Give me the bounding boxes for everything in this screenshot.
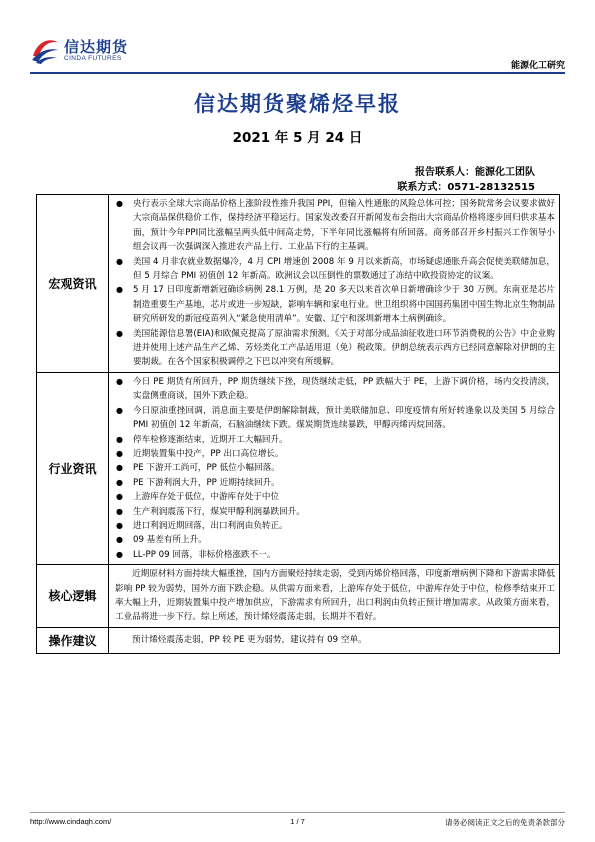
cinda-logo — [30, 34, 150, 68]
logo-text-cn: 信达期货 — [64, 38, 129, 56]
core-logic-text: 近期原材料方面持续大幅重挫，国内方面聚烃持续走弱，受到丙烯价格回落，印度新增病例下降和下游需求降低影响 PP 较为弱势，国外方面下跌企稳。从供需方面来看，上游库存处于低位，中游库存处于中位，检修季结束开工率大幅上升，近期装置集中投产增加供应，下游需求有所回升，出口利润由负转正预计增加需求。从政策方面来看，工业品将进一步下行。综上所述，预计烯烃震荡走弱，长期并不看好。 — [115, 569, 555, 623]
page-header — [30, 34, 565, 72]
list-item: ● PE 下游利润大升，PP 近期持续回升。 — [115, 476, 555, 490]
list-item: ● 生产利润震荡下行，煤炭甲醇利润暴跌回升。 — [115, 505, 555, 519]
list-item: ● PE 下游开工尚可，PP 低位小幅回落。 — [115, 461, 555, 475]
list-item: ● 美国 4 月非农就业数据爆冷，4 月 CPI 增速创 2008 年 9 月以来新高，市场疑虑通胀升高会促使美联储加息，但 5 月综合 PMI 初值创 12 年新高。欧洲议会以压倒性的票数通过了冻结中欧投资协定的议案。 — [115, 255, 555, 284]
list-item: ● 进口利润近期回落，出口利润由负转正。 — [115, 519, 555, 533]
list-item: ● 上游库存处于低位，中游库存处于中位 — [115, 490, 555, 504]
advice-text: 预计烯烃震荡走弱，PP 较 PE 更为弱势，建议持有 09 空单。 — [132, 635, 367, 646]
section-advice — [37, 627, 560, 653]
bullet-list — [115, 197, 555, 370]
bullet-list — [115, 375, 555, 562]
report-date: 2021 年 5 月 24 日 — [232, 130, 363, 146]
header-divider — [30, 72, 565, 74]
section-industry — [37, 372, 560, 564]
contact-phone: 联系方式：0571-28132515 — [397, 182, 535, 193]
list-item: ● 今日原油重挫回调，消息面主要是伊朗解除制裁，预计美联储加息、印度疫情有所好转逢象以及美国 5 月综合 PMI 初值创 12 年新高，石脑油继续下跌。煤炭期货连续暴跌，甲醇丙烯丙烷回落。 — [115, 404, 555, 433]
list-item: ● 今日 PE 期货有所回升，PP 期货继续下挫，现货继续走低，PP 跌幅大于 PE，上游下调价格，场内交投清淡，实盘侧重商谈，国外下跌企稳。 — [115, 375, 555, 404]
footer-divider — [30, 812, 565, 813]
list-item: ● 近期装置集中投产，PP 出口高位增长。 — [115, 447, 555, 461]
section-label: 宏观资讯 — [37, 195, 109, 373]
section-label: 行业资讯 — [37, 372, 109, 564]
list-item: ● LL-PP 09 回落，非标价格涨跌不一。 — [115, 548, 555, 562]
section-macro — [37, 195, 560, 373]
section-content — [109, 565, 560, 628]
report-title: 信达期货聚烯烃早报 — [194, 92, 401, 116]
list-item: ● 央行表示全球大宗商品价格上涨阶段性推升我国 PPI，但输入性通胀的风险总体可控；国务院常务会议要求做好大宗商品保供稳价工作，保持经济平稳运行。国家发改委召开新闻发布会指出大宗商品价格将逐步回归供求基本面，预计今年PPI同比涨幅呈两头低中间高走势，下半年同比涨幅将有所回落。商务部召开乡村振兴工作领导小组会议再一次强调深入推进农产品上行、工业品下行的主基调。 — [115, 197, 555, 255]
section-content — [109, 627, 560, 653]
cinda-logo-icon — [30, 36, 60, 64]
section-content — [109, 195, 560, 373]
section-label: 操作建议 — [37, 627, 109, 653]
contact-person: 报告联系人：能源化工团队 — [415, 167, 535, 178]
section-core-logic — [37, 565, 560, 628]
list-item: ● 美国能源信息署(EIA)和欧佩克提高了原油需求预测。《关于对部分成品油征收进口环节消费税的公告》中企业购进并使用上述产品生产乙烯、芳烃类化工产品适用退（免）税政策。伊朗总统表示西方已经同意解除对伊朗的主要制裁。在各个国家积极调停之下巴以冲突有所缓解。 — [115, 327, 555, 370]
report-table — [36, 194, 560, 654]
department-label: 能源化工研究 — [510, 61, 565, 71]
section-content — [109, 372, 560, 564]
website-link[interactable]: http://www.cindaqh.com/ — [30, 817, 112, 826]
list-item: ● 停车检修逐渐结束，近期开工大幅回升。 — [115, 433, 555, 447]
list-item: ● 5 月 17 日印度新增新冠确诊病例 28.1 万例，是 20 多天以来首次单日新增确诊少于 30 万例。东南亚是芯片制造重要生产基地，芯片或进一步短缺，影响车辆和家电行业。世卫组织将中国国药集团中国生物北京生物制品研究所研发的新冠疫苗列入“紧急使用清单”。安徽、辽宁和深圳新增本土病例确诊。 — [115, 283, 555, 326]
logo-text-en: CINDA FUTURES — [64, 55, 122, 62]
disclaimer-note: 请务必阅读正文之后的免责条款部分 — [445, 818, 565, 827]
page-number: 1 / 7 — [290, 817, 305, 826]
list-item: ● 09 基差有所上升。 — [115, 533, 555, 547]
section-label: 核心逻辑 — [37, 565, 109, 628]
